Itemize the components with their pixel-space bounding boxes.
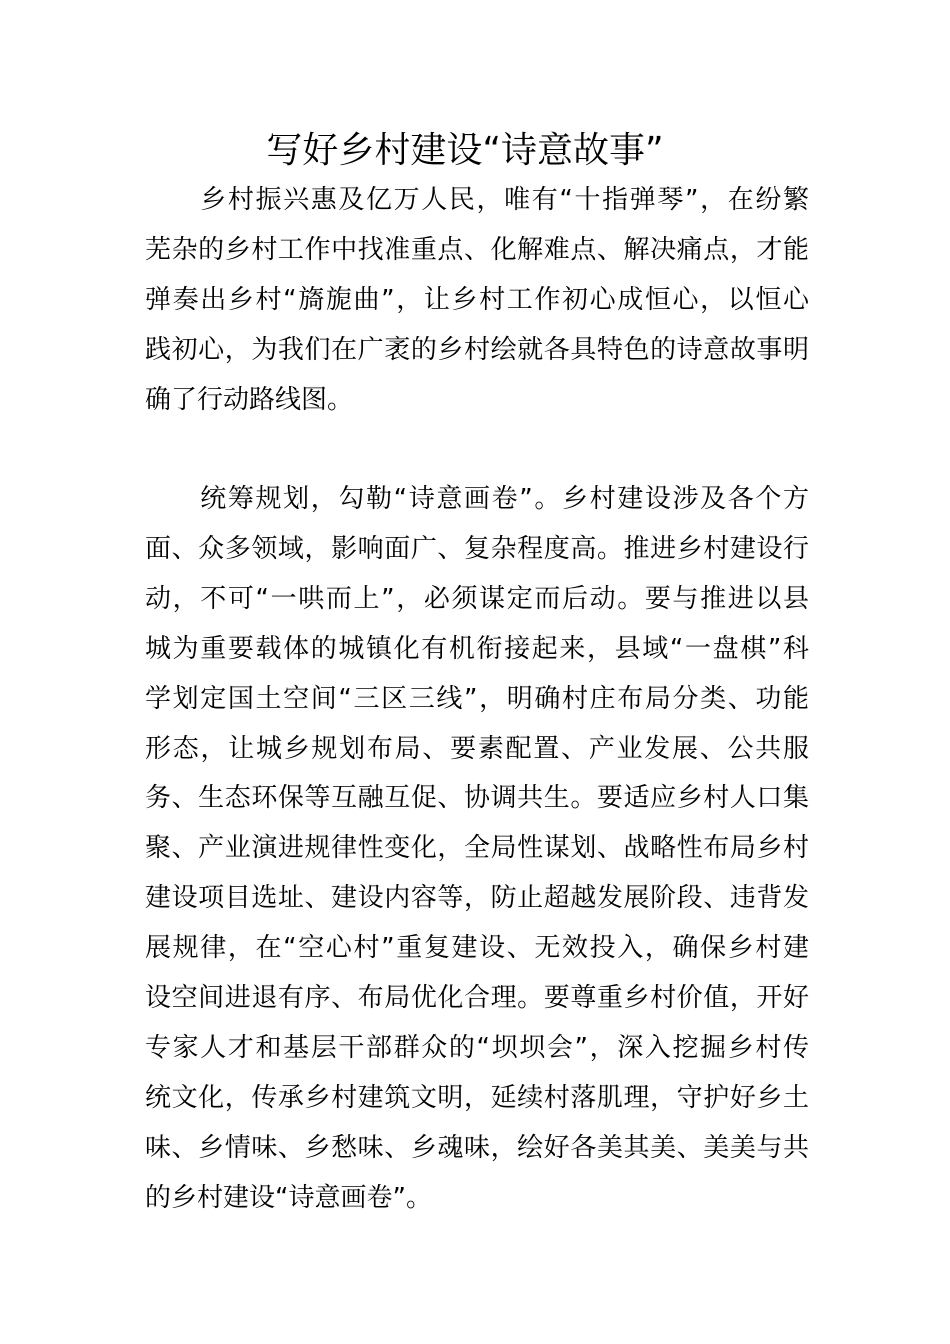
- text-line: 统筹规划，勾勒“诗意画卷”。乡村建设涉及各个方: [145, 484, 809, 514]
- text-line: 城为重要载体的城镇化有机衔接起来，县域“一盘棋”科: [145, 633, 809, 664]
- text-line: 设空间进退有序、布局优化合理。要尊重乡村价值，开好: [145, 983, 809, 1014]
- text-line: 动，不可“一哄而上”，必须谋定而后动。要与推进以县: [145, 583, 809, 614]
- paragraph-planning: [145, 475, 809, 1224]
- text-line: 践初心，为我们在广袤的乡村绘就各具特色的诗意故事明: [145, 334, 809, 365]
- text-line: 建设项目选址、建设内容等，防止超越发展阶段、违背发: [145, 883, 809, 914]
- text-line: 统文化，传承乡村建筑文明，延续村落肌理，守护好乡土: [145, 1082, 809, 1113]
- text-line: 展规律，在“空心村”重复建设、无效投入，确保乡村建: [145, 933, 809, 964]
- text-line: 芜杂的乡村工作中找准重点、化解难点、解决痛点，才能: [145, 234, 809, 265]
- text-line: 确了行动路线图。: [145, 384, 354, 415]
- text-line: 形态，让城乡规划布局、要素配置、产业发展、公共服: [145, 733, 809, 764]
- text-line: 弹奏出乡村“旖旎曲”，让乡村工作初心成恒心，以恒心: [145, 284, 809, 315]
- text-line: 务、生态环保等互融互促、协调共生。要适应乡村人口集: [145, 783, 809, 814]
- text-line: 聚、产业演进规律性变化，全局性谋划、战略性布局乡村: [145, 833, 809, 864]
- text-line: 的乡村建设“诗意画卷”。: [145, 1182, 432, 1213]
- text-line: 专家人才和基层干部群众的“坝坝会”，深入挖掘乡村传: [145, 1032, 809, 1063]
- text-line: 乡村振兴惠及亿万人民，唯有“十指弹琴”，在纷繁: [145, 185, 809, 215]
- paragraph-intro: [145, 176, 809, 426]
- text-line: 面、众多领域，影响面广、复杂程度高。推进乡村建设行: [145, 533, 809, 564]
- text-line: 味、乡情味、乡愁味、乡魂味，绘好各美其美、美美与共: [145, 1132, 809, 1163]
- document-title: 写好乡村建设“诗意故事”: [266, 130, 664, 171]
- text-line: 学划定国土空间“三区三线”，明确村庄布局分类、功能: [145, 683, 809, 714]
